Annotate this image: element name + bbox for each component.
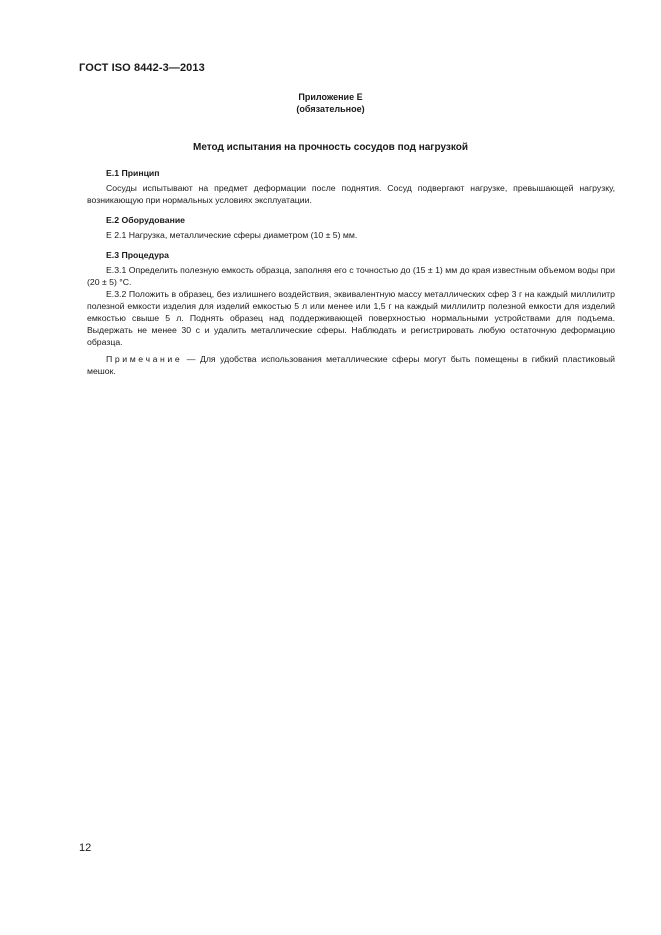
section-paragraph: Е.3.2 Положить в образец, без излишнего воздействия, эквивалентную массу металлических сфер 3 г на каждый миллилитр полезной емкости изделия для изделий емкостью 5 л или менее или 1,5 г на каждый миллилитр полезной емкости для изделий емкостью свыше 5 л. Поднять образец над поддерживающей поверхностью нормальными устройствами для подъема. Выдержать не менее 30 с и удалить металлические сферы. Наблюдать и регистрировать любую остаточную деформацию образца. [87,289,615,347]
section-heading: Е.1 Принцип [106,168,160,178]
section-paragraph: Е 2.1 Нагрузка, металлические сферы диаметром (10 ± 5) мм. [106,230,358,240]
standard-designation: ГОСТ ISO 8442-3—2013 [79,62,205,74]
note-label: Примечание [106,354,183,364]
page-number: 12 [79,842,92,854]
document-body [87,164,615,377]
section-paragraph: Е.3.1 Определить полезную емкость образца, заполняя его с точностью до (15 ± 1) мм до края известным объемом воды при (20 ± 5) °С. [87,265,615,287]
note-text: — Для удобства использования металлические сферы могут быть помещены в гибкий пластиковый мешок. [87,354,615,376]
section-heading: Е.3 Процедура [106,250,169,260]
section-paragraph: Сосуды испытывают на предмет деформации после поднятия. Сосуд подвергают нагрузке, превышающей нагрузку, возникающую при нормальных условиях эксплуатации. [87,183,615,205]
note-paragraph [87,353,615,377]
document-title: Метод испытания на прочность сосудов под нагрузкой [193,142,468,153]
section-heading: Е.2 Оборудование [106,215,185,225]
appendix-title: Приложение Е [298,92,363,102]
appendix-status: (обязательное) [296,104,365,114]
